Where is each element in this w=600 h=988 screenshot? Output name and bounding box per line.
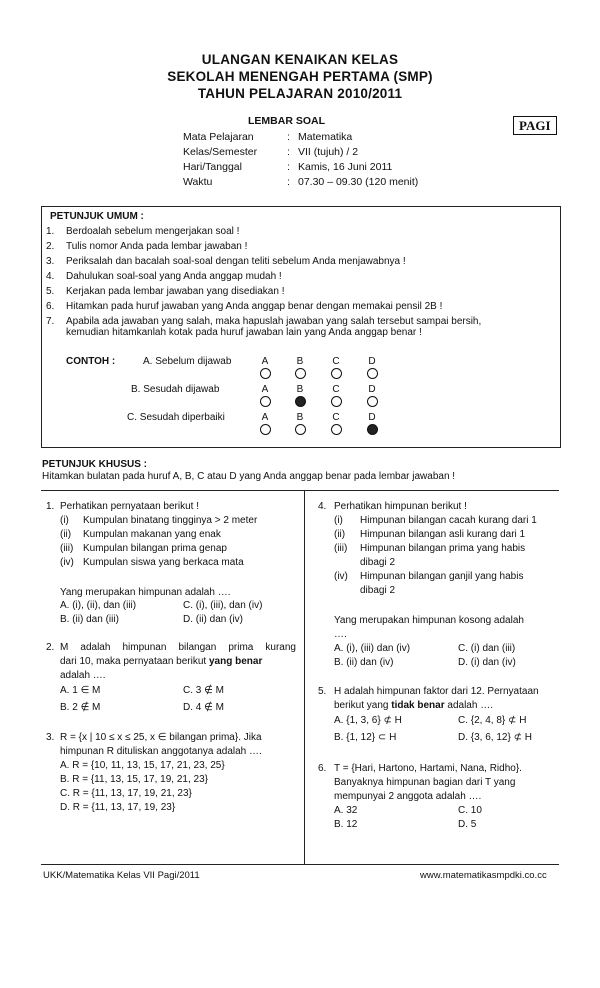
bubble-letter: B (296, 412, 304, 423)
bubble-letter: C (332, 384, 340, 395)
bubble-letter: A (261, 356, 269, 367)
q1-item-text: Kumpulan binatang tingginya > 2 meter (83, 515, 258, 526)
answer-bubble (260, 396, 271, 407)
q1-item-text: Kumpulan makanan yang enak (83, 529, 221, 540)
footer-left: UKK/Matematika Kelas VII Pagi/2011 (43, 870, 200, 881)
info-value: Matematika (298, 131, 353, 143)
q4-item-num: (iii) (334, 543, 348, 554)
example-label-row: A. Sebelum dijawab (143, 356, 232, 367)
answer-bubble (331, 368, 342, 379)
bubble-letter: D (368, 356, 376, 367)
special-text: Hitamkan bulatan pada huruf A, B, C atau D yang Anda anggap benar pada lembar jawaban ! (42, 471, 456, 482)
special-heading: PETUNJUK KHUSUS : (42, 459, 148, 470)
general-item-7-cont: kemudian hitamkanlah kotak pada huruf jawaban lain yang Anda anggap benar ! (66, 327, 422, 338)
info-sep: : (287, 161, 290, 173)
info-value: 07.30 – 09.30 (120 menit) (298, 176, 419, 188)
bubble-letter: A (261, 384, 269, 395)
info-sep: : (287, 146, 290, 158)
general-heading: PETUNJUK UMUM : (50, 211, 144, 222)
q4-item-num: (iv) (334, 571, 348, 582)
example-label-row: C. Sesudah diperbaiki (127, 412, 225, 423)
example-label-row: B. Sesudah dijawab (131, 384, 220, 395)
bubble-letter: D (368, 384, 376, 395)
example-label: CONTOH : (66, 356, 116, 367)
session-badge: PAGI (513, 116, 557, 135)
academic-year: TAHUN PELAJARAN 2010/2011 (197, 86, 403, 101)
answer-bubble (260, 368, 271, 379)
q1-item-num: (i) (60, 515, 69, 526)
bubble-letter: C (332, 356, 340, 367)
question-top-rule (41, 490, 559, 491)
info-sep: : (287, 176, 290, 188)
info-label: Hari/Tanggal (183, 161, 242, 173)
answer-bubble (367, 368, 378, 379)
q1-item-text: Kumpulan siswa yang berkaca mata (83, 557, 244, 568)
exam-title: ULANGAN KENAIKAN KELAS (201, 52, 399, 67)
q4-item-num: (i) (334, 515, 343, 526)
info-value: VII (tujuh) / 2 (298, 146, 359, 158)
school-level: SEKOLAH MENENGAH PERTAMA (SMP) (167, 69, 433, 84)
q1-item-num: (ii) (60, 529, 72, 540)
answer-bubble (331, 396, 342, 407)
info-label: Kelas/Semester (183, 146, 258, 158)
bubble-letter: C (332, 412, 340, 423)
footer-right: www.matematikasmpdki.co.cc (420, 870, 547, 881)
sheet-title: LEMBAR SOAL (248, 115, 325, 127)
q1-item-text: Kumpulan bilangan prima genap (83, 543, 227, 554)
bubble-letter: D (368, 412, 376, 423)
info-label: Waktu (183, 176, 213, 188)
q4-item-text: Himpunan bilangan asli kurang dari 1 (360, 529, 526, 540)
q4-item-text: Himpunan bilangan ganjil yang habis (360, 571, 524, 582)
q1-item-num: (iv) (60, 557, 74, 568)
q4-item-text: Himpunan bilangan prima yang habis (360, 543, 526, 554)
q4-item-text: dibagi 2 (360, 557, 396, 568)
answer-bubble (295, 396, 306, 407)
q1-item-num: (iii) (60, 543, 74, 554)
answer-bubble (367, 424, 378, 435)
bubble-letter: B (296, 356, 304, 367)
q4-item-text: dibagi 2 (360, 585, 396, 596)
bubble-letter: B (296, 384, 304, 395)
answer-bubble (260, 424, 271, 435)
info-value: Kamis, 16 Juni 2011 (298, 161, 393, 173)
answer-bubble (295, 424, 306, 435)
question-bottom-rule (41, 864, 559, 865)
answer-bubble (331, 424, 342, 435)
bubble-letter: A (261, 412, 269, 423)
column-divider (304, 490, 305, 864)
q4-item-text: Himpunan bilangan cacah kurang dari 1 (360, 515, 537, 526)
info-label: Mata Pelajaran (183, 131, 254, 143)
info-sep: : (287, 131, 290, 143)
answer-bubble (295, 368, 306, 379)
q4-item-num: (ii) (334, 529, 346, 540)
answer-bubble (367, 396, 378, 407)
